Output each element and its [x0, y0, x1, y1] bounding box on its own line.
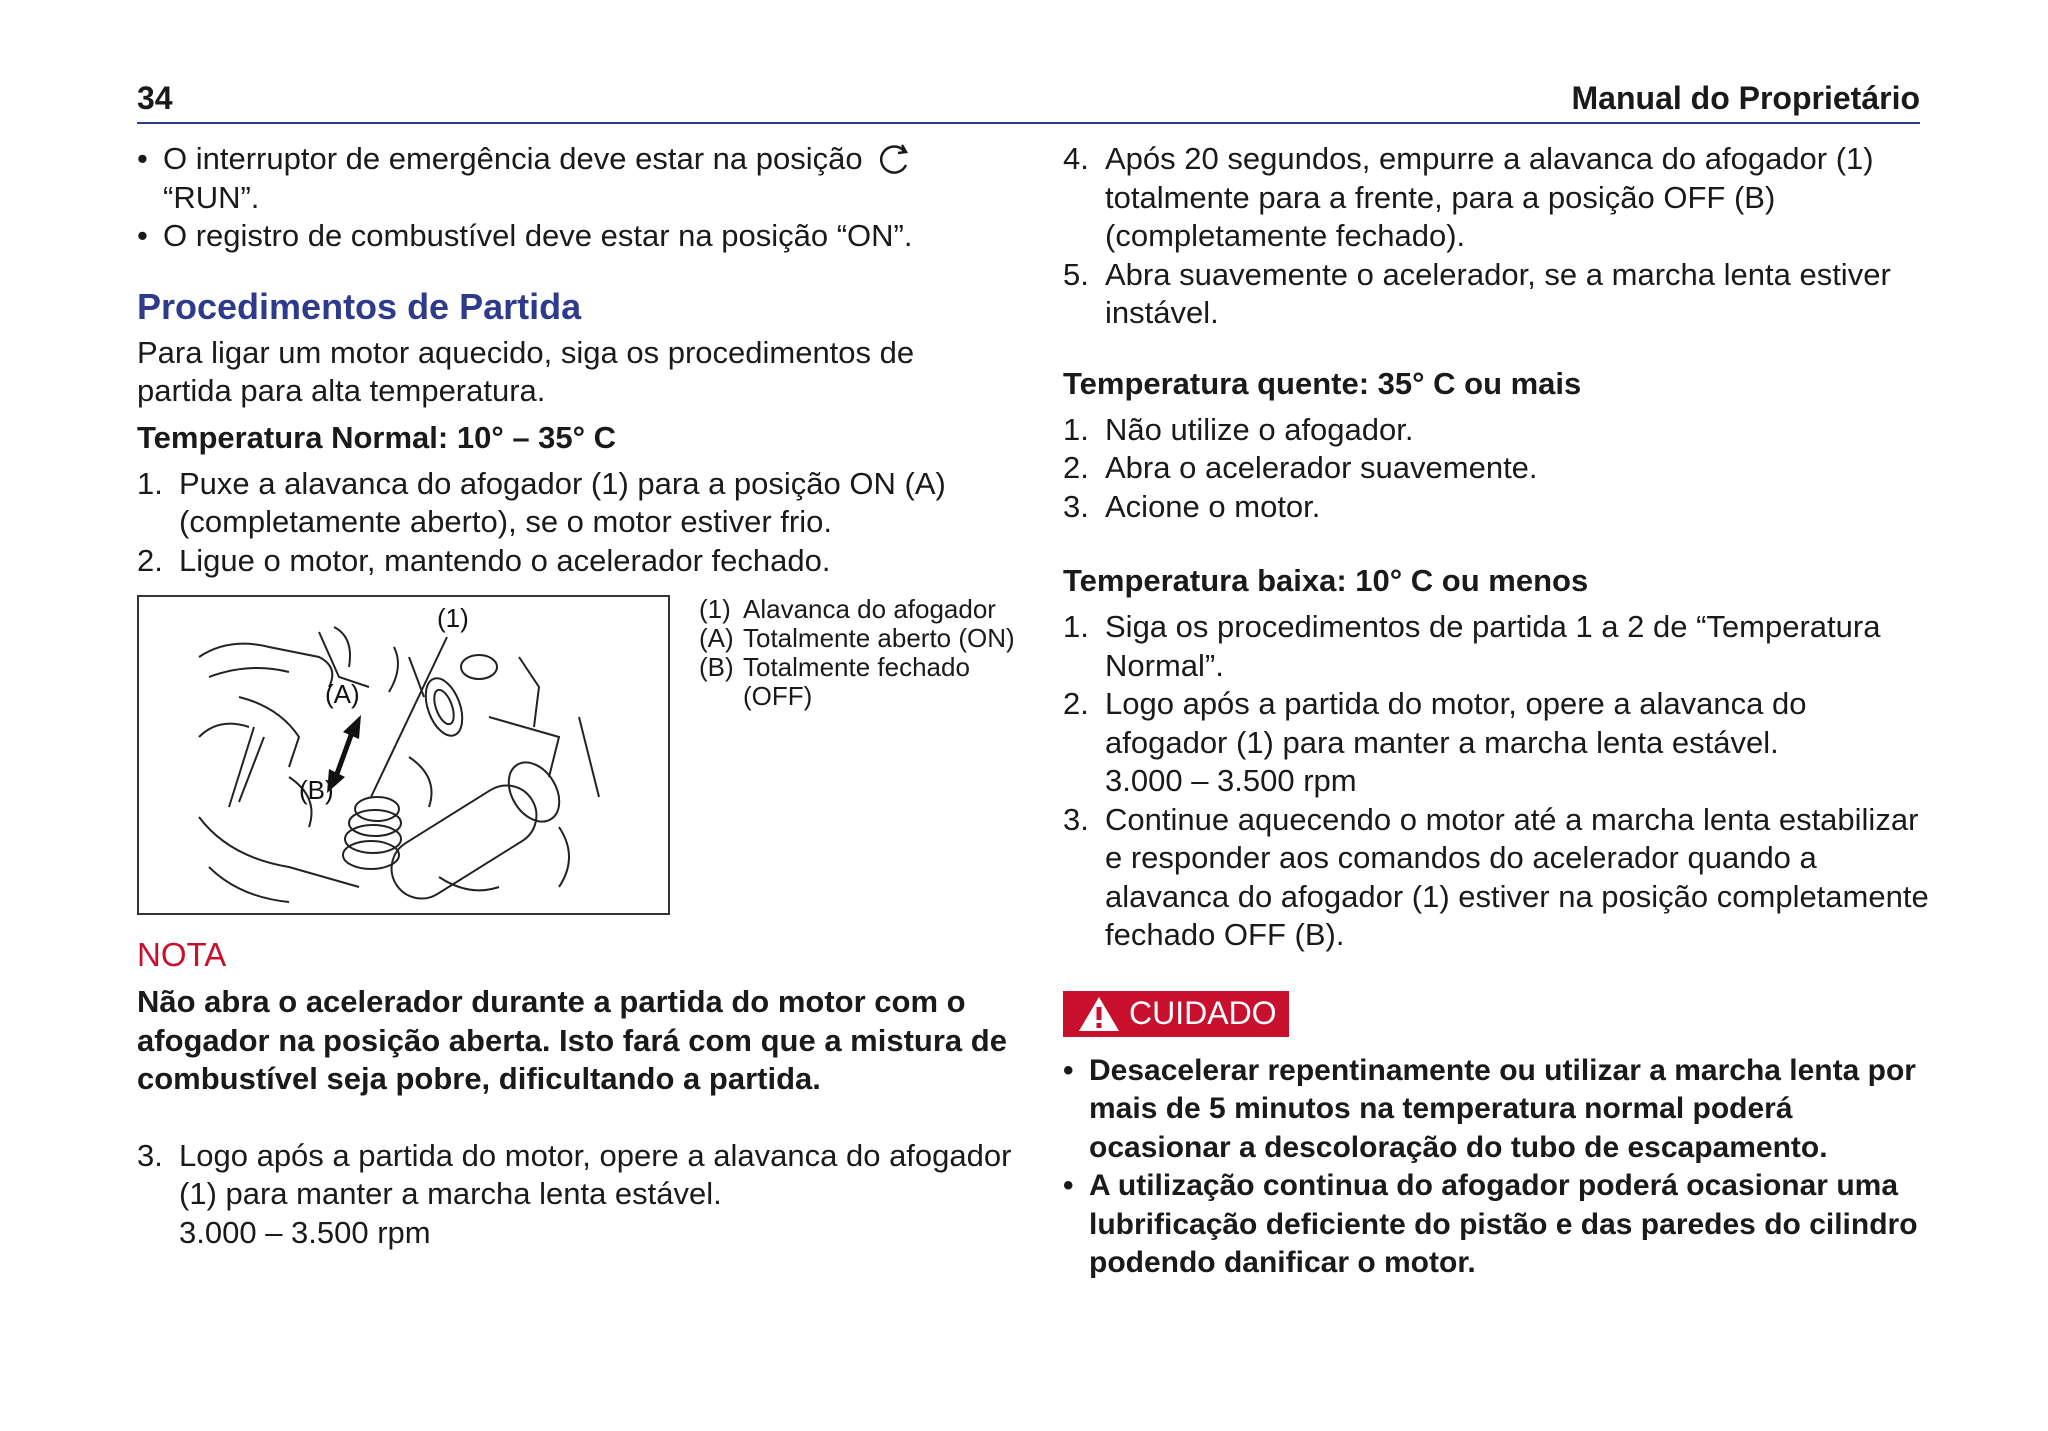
choke-figure-row [137, 594, 1015, 917]
caution-label: CUIDADO [1129, 995, 1277, 1031]
bullet-fuel-valve: • O registro de combustível deve estar na posição “ON”. [137, 217, 1012, 256]
run-switch-icon [875, 143, 915, 175]
list-item: 2. Abra o acelerador suavemente. [1063, 450, 1538, 485]
list-item: 5. Abra suavemente o acelerador, se a marcha lenta estiver instável. [1063, 256, 1891, 330]
right-column [1063, 140, 1933, 1283]
note-label: NOTA [137, 936, 227, 973]
list-item: 3. Logo após a partida do motor, opere a alavanca do afogador (1) para manter a marcha lenta estável. 3.000 – 3.500 rpm [137, 1137, 1012, 1250]
bullet-emergency-switch [137, 140, 1012, 217]
intro-text: Para ligar um motor aquecido, siga os procedimentos de partida para alta temperatura. [137, 334, 915, 408]
rpm-value: 3.000 – 3.500 rpm [179, 1214, 431, 1250]
label-a: (A) [325, 679, 360, 709]
figure-legend [699, 595, 1019, 711]
legend-item: (A) Totalmente aberto (ON) [699, 623, 1015, 653]
page-number: 34 [137, 80, 173, 116]
legend-item: (1) Alavanca do afogador [699, 594, 996, 624]
list-item: 2. Logo após a partida do motor, opere a alavanca do afogador (1) para manter a marcha lenta estável. 3.000 – 3.500 rpm [1063, 686, 1807, 798]
list-item: 1. Siga os procedimentos de partida 1 a 2 de “Temperatura Normal”. [1063, 609, 1881, 683]
list-item: 3. Continue aquecendo o motor até a marcha lenta estabilizar e responder aos comandos do acelerador quando a alavanca do afogador (1) estiver na posição completamente fechado OFF (B). [1063, 801, 1929, 952]
caution-item: • A utilização continua do afogador poderá ocasionar uma lubrificação deficiente do pistão e das paredes do cilindro podendo danificar o motor. [1063, 1167, 1933, 1283]
header-rule [137, 122, 1920, 124]
rpm-value: 3.000 – 3.500 rpm [1105, 763, 1357, 798]
bullet-text-cont: “RUN”. [163, 179, 260, 215]
manual-title: Manual do Proprietário [1571, 80, 1920, 116]
label-1: (1) [437, 603, 469, 633]
warning-triangle-icon [1077, 995, 1121, 1033]
section-title: Procedimentos de Partida [137, 285, 582, 327]
list-item: 1. Não utilize o afogador. [1063, 411, 1414, 447]
legend-item: (B) Totalmente fechado (OFF) [699, 652, 970, 711]
label-b: (B) [299, 775, 334, 805]
list-item: 1. Puxe a alavanca do afogador (1) para a posição ON (A) (completamente aberto), se o motor estiver frio. [137, 465, 946, 539]
caution-item: • Desacelerar repentinamente ou utilizar a marcha lenta por mais de 5 minutos na temperatura normal poderá ocasionar a descoloração do tubo de escapamento. [1063, 1052, 1933, 1168]
list-item: 4. Após 20 segundos, empurre a alavanca do afogador (1) totalmente para a frente, para a posição OFF (B) (completamente fechado). [1063, 141, 1874, 253]
normal-temp-title: Temperatura Normal: 10° – 35° C [137, 419, 617, 455]
caution-header [1063, 991, 1933, 1038]
bullet-text: O interruptor de emergência deve estar na posição [163, 141, 863, 176]
note-text: Não abra o acelerador durante a partida do motor com o afogador na posição aberta. Isto fará com que a mistura de combustível seja pobre, dificultando a partida. [137, 984, 1007, 1096]
choke-lever-figure [137, 595, 670, 915]
engine-illustration [139, 597, 672, 917]
list-item: 3. Acione o motor. [1063, 488, 1321, 524]
list-item: 2. Ligue o motor, mantendo o acelerador fechado. [137, 542, 831, 578]
hot-temp-title: Temperatura quente: 35° C ou mais [1063, 365, 1582, 401]
left-column [137, 140, 1015, 1252]
low-temp-title: Temperatura baixa: 10° C ou menos [1063, 563, 1589, 598]
caution-badge [1063, 991, 1289, 1037]
